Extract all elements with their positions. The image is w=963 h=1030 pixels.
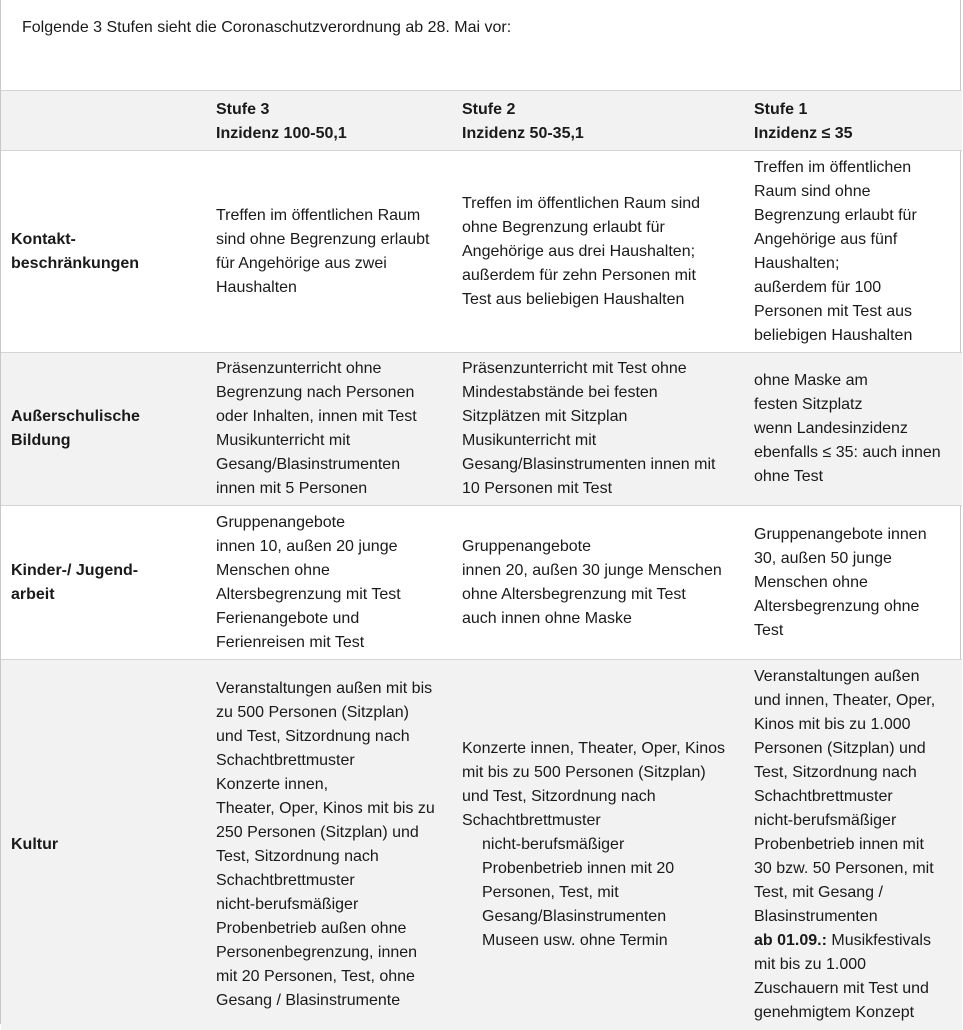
row-label <box>1 353 206 506</box>
date-highlight: ab 01.09.: <box>754 932 827 949</box>
cell-text-line: Gruppenangebote <box>462 535 738 559</box>
header-empty-cell <box>1 91 206 151</box>
cell-text-line: auch innen ohne Maske <box>462 607 738 631</box>
cell-text-line: Ferienreisen mit Test <box>216 631 446 655</box>
cell-text-line: Personen mit Test aus <box>754 300 956 324</box>
cell-text-line: Musikunterricht mit <box>216 429 446 453</box>
cell-stufe-2 <box>452 151 744 353</box>
cell-text-line: Kinos mit bis zu 1.000 <box>754 713 956 737</box>
cell-text-line: Gruppenangebote <box>216 511 446 535</box>
cell-text-line: Stufe 1 <box>754 98 956 122</box>
cell-text-line: genehmigtem Konzept <box>754 1001 956 1025</box>
table-row-kontaktbeschraenkungen <box>1 151 962 353</box>
cell-text-line: Test, Sitzordnung nach <box>754 761 956 785</box>
cell-text-line: Gruppenangebote innen <box>754 523 956 547</box>
cell-stufe-1 <box>744 151 962 353</box>
cell-text-line: ohne Altersbegrenzung mit Test <box>462 583 738 607</box>
cell-text-line: und Test, Sitzordnung nach <box>216 725 446 749</box>
cell-stufe-2 <box>452 660 744 1030</box>
cell-text-line: Menschen ohne <box>216 559 446 583</box>
cell-text-line: 30, außen 50 junge <box>754 547 956 571</box>
cell-stufe-1 <box>744 660 962 1030</box>
cell-text-line: 10 Personen mit Test <box>462 477 738 501</box>
cell-text-line: innen 20, außen 30 junge Menschen <box>462 559 738 583</box>
cell-text-line: Test aus beliebigen Haushalten <box>462 288 738 312</box>
cell-text-line: Blasinstrumenten <box>754 905 956 929</box>
cell-text-line: außerdem für zehn Personen mit <box>462 264 738 288</box>
cell-stufe-1 <box>744 506 962 660</box>
cell-text-line: und innen, Theater, Oper, <box>754 689 956 713</box>
cell-stufe-3 <box>206 506 452 660</box>
cell-text-line: Konzerte innen, <box>216 773 446 797</box>
cell-text-line: mit bis zu 1.000 <box>754 953 956 977</box>
cell-text-line: Treffen im öffentlichen <box>754 156 956 180</box>
cell-text-line: Ferienangebote und <box>216 607 446 631</box>
cell-text-line: beschränkungen <box>11 252 200 276</box>
cell-text-line: Test, mit Gesang / <box>754 881 956 905</box>
cell-text-line: Schachtbrettmuster <box>216 869 446 893</box>
cell-text-line: Inzidenz 50-35,1 <box>462 122 738 146</box>
cell-text-line: innen 10, außen 20 junge <box>216 535 446 559</box>
table-row-ausserschulische-bildung <box>1 353 962 506</box>
header-stufe-2 <box>452 91 744 151</box>
cell-stufe-2 <box>452 506 744 660</box>
cell-text-line: Begrenzung erlaubt für <box>754 204 956 228</box>
cell-text-line: zu 500 Personen (Sitzplan) <box>216 701 446 725</box>
cell-text-line: Test, Sitzordnung nach <box>216 845 446 869</box>
cell-text-line: arbeit <box>11 583 200 607</box>
intro-text: Folgende 3 Stufen sieht die Coronaschutzverordnung ab 28. Mai vor: <box>22 17 511 39</box>
cell-text-line: Angehörige aus fünf <box>754 228 956 252</box>
cell-text-line: Theater, Oper, Kinos mit bis zu <box>216 797 446 821</box>
cell-text-line: Veranstaltungen außen <box>754 665 956 689</box>
table-row-kultur <box>1 660 962 1030</box>
cell-text-line: sind ohne Begrenzung erlaubt <box>216 228 446 252</box>
cell-text-line: Konzerte innen, Theater, Oper, Kinos <box>462 737 738 761</box>
cell-text-line: Treffen im öffentlichen Raum sind <box>462 192 738 216</box>
cell-text-line: Kontakt- <box>11 228 200 252</box>
cell-text-line: Haushalten; <box>754 252 956 276</box>
cell-text-line: Mindestabstände bei festen <box>462 381 738 405</box>
table-header-row <box>1 91 962 151</box>
corona-stages-table <box>1 90 962 1030</box>
cell-text-line: Altersbegrenzung mit Test <box>216 583 446 607</box>
cell-text-line: ebenfalls ≤ 35: auch innen <box>754 441 956 465</box>
cell-text-line: Probenbetrieb innen mit <box>754 833 956 857</box>
cell-text-line: ohne Test <box>754 465 956 489</box>
cell-text-line: Stufe 2 <box>462 98 738 122</box>
cell-text-line: für Angehörige aus zwei <box>216 252 446 276</box>
header-stufe-3 <box>206 91 452 151</box>
cell-text-line: Kinder-/ Jugend- <box>11 559 200 583</box>
cell-text-line: Personenbegrenzung, innen <box>216 941 446 965</box>
cell-text-line: Musikunterricht mit <box>462 429 738 453</box>
cell-text-line: Schachtbrettmuster <box>754 785 956 809</box>
cell-text-line: mit 20 Personen, Test, ohne <box>216 965 446 989</box>
cell-text-line <box>754 929 956 953</box>
cell-text-line: nicht-berufsmäßiger <box>216 893 446 917</box>
cell-text-line: Personen (Sitzplan) und <box>754 737 956 761</box>
cell-stufe-3 <box>206 353 452 506</box>
cell-text-indented <box>462 833 738 953</box>
cell-text-line: Zuschauern mit Test und <box>754 977 956 1001</box>
row-label <box>1 151 206 353</box>
cell-text-line: Probenbetrieb außen ohne <box>216 917 446 941</box>
cell-text-line: beliebigen Haushalten <box>754 324 956 348</box>
date-highlight-text: Musikfestivals <box>827 932 931 949</box>
cell-text-line: Menschen ohne <box>754 571 956 595</box>
cell-text-line: Gesang/Blasinstrumenten <box>216 453 446 477</box>
cell-text-line: Museen usw. ohne Termin <box>482 929 738 953</box>
cell-text-line: Begrenzung nach Personen <box>216 381 446 405</box>
cell-text-line: Gesang/Blasinstrumenten innen mit <box>462 453 738 477</box>
cell-text-line: Personen, Test, mit <box>482 881 738 905</box>
cell-text-line: Sitzplätzen mit Sitzplan <box>462 405 738 429</box>
cell-text-line: festen Sitzplatz <box>754 393 956 417</box>
cell-text-line: 30 bzw. 50 Personen, mit <box>754 857 956 881</box>
cell-text-line: Gesang / Blasinstrumente <box>216 989 446 1013</box>
cell-text-line: und Test, Sitzordnung nach <box>462 785 738 809</box>
cell-text-line: 250 Personen (Sitzplan) und <box>216 821 446 845</box>
cell-text-line: ohne Begrenzung erlaubt für <box>462 216 738 240</box>
header-stufe-1 <box>744 91 962 151</box>
cell-text-line: ohne Maske am <box>754 369 956 393</box>
row-label <box>1 660 206 1030</box>
cell-text-line: innen mit 5 Personen <box>216 477 446 501</box>
cell-text-line: Schachtbrettmuster <box>462 809 738 833</box>
cell-text-line: Probenbetrieb innen mit 20 <box>482 857 738 881</box>
cell-text-main <box>754 665 956 929</box>
cell-text-line: Inzidenz ≤ 35 <box>754 122 956 146</box>
cell-text-line: mit bis zu 500 Personen (Sitzplan) <box>462 761 738 785</box>
cell-text-tail <box>754 953 956 1025</box>
cell-text-main <box>462 737 738 833</box>
table-row-kinder-jugendarbeit <box>1 506 962 660</box>
cell-text-line: nicht-berufsmäßiger <box>482 833 738 857</box>
cell-text-line: Angehörige aus drei Haushalten; <box>462 240 738 264</box>
cell-stufe-2 <box>452 353 744 506</box>
cell-stufe-1 <box>744 353 962 506</box>
cell-text-line: Stufe 3 <box>216 98 446 122</box>
cell-text-line: nicht-berufsmäßiger <box>754 809 956 833</box>
cell-text-line: außerdem für 100 <box>754 276 956 300</box>
cell-stufe-3 <box>206 151 452 353</box>
cell-text-line: Schachtbrettmuster <box>216 749 446 773</box>
cell-text-line: Test <box>754 619 956 643</box>
row-label <box>1 506 206 660</box>
cell-text-line: Haushalten <box>216 276 446 300</box>
cell-stufe-3 <box>206 660 452 1030</box>
cell-text-line: Außerschulische <box>11 405 200 429</box>
cell-text-line: Raum sind ohne <box>754 180 956 204</box>
cell-text-line: Bildung <box>11 429 200 453</box>
cell-text-line: Präsenzunterricht ohne <box>216 357 446 381</box>
cell-text-line: Gesang/Blasinstrumenten <box>482 905 738 929</box>
cell-text-line: Kultur <box>11 833 200 857</box>
cell-text-line: oder Inhalten, innen mit Test <box>216 405 446 429</box>
cell-text-line: Präsenzunterricht mit Test ohne <box>462 357 738 381</box>
cell-text-line: Treffen im öffentlichen Raum <box>216 204 446 228</box>
cell-text-line: Veranstaltungen außen mit bis <box>216 677 446 701</box>
cell-text-line: wenn Landesinzidenz <box>754 417 956 441</box>
cell-text-line: Altersbegrenzung ohne <box>754 595 956 619</box>
cell-text-line: Inzidenz 100-50,1 <box>216 122 446 146</box>
